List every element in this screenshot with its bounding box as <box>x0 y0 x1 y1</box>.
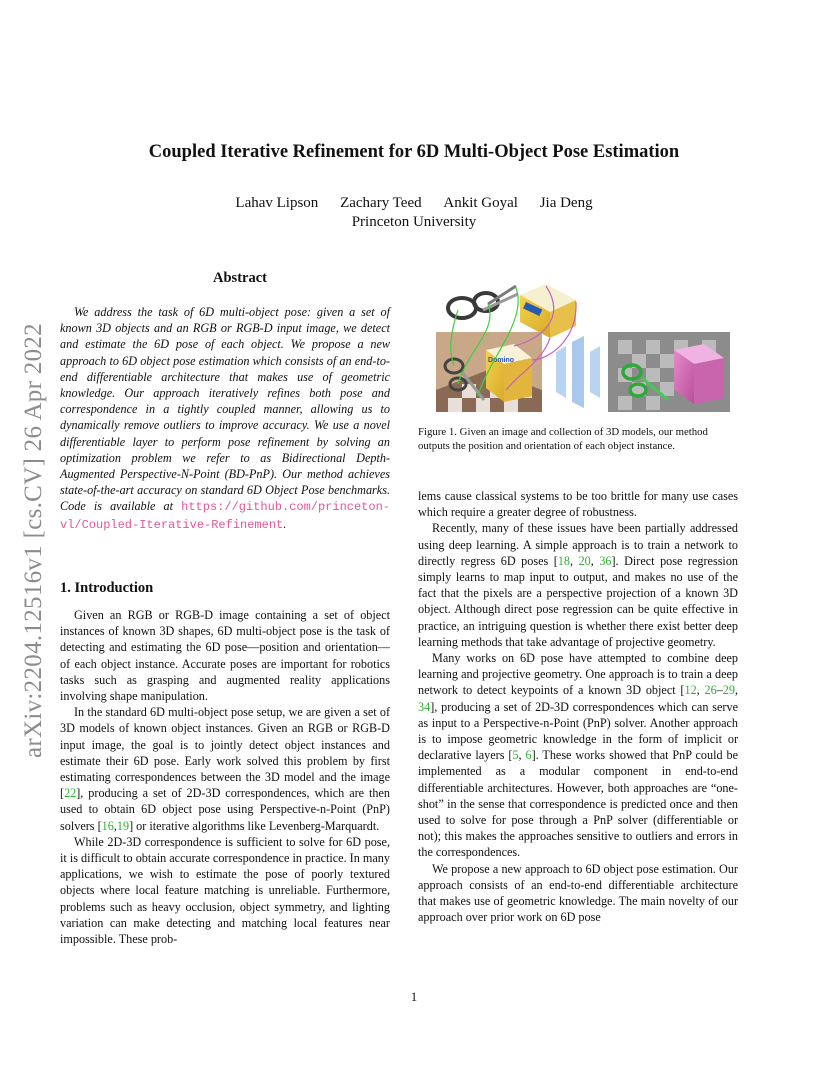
citation[interactable]: 6 <box>525 748 532 763</box>
intro-paragraph-1: Given an RGB or RGB-D image containing a set of object instances of known 3D shapes, 6D multi-object pose is the task of detecting and estimating the 6D pose—position and orientation—of each object instance. Accurate poses are important for robotics tasks such as grasping and augmented reality applications involving shape manipulation. <box>60 608 390 704</box>
citation[interactable]: 29 <box>722 683 735 698</box>
affiliation: Princeton University <box>351 214 477 230</box>
citation[interactable]: 5 <box>512 748 519 763</box>
scissors-model <box>448 286 518 318</box>
abstract-heading: Abstract <box>213 270 267 286</box>
citation[interactable]: 34 <box>418 699 431 714</box>
author-name: Ankit Goyal <box>443 195 518 211</box>
citation[interactable]: 36 <box>599 553 612 568</box>
section-heading: 1. Introduction <box>60 580 154 596</box>
intro-paragraph-6: We propose a new approach to 6D object pose estimation. Our approach consists of an end-to-end differentiable architecture that makes use of geometric knowledge. The main novelty of our approach over prior work on 6D pose <box>418 861 738 925</box>
citation[interactable]: 18 <box>557 553 570 568</box>
network-icon <box>556 336 600 408</box>
output-image <box>608 332 730 412</box>
abstract-text: We address the task of 6D multi-object pose: given a set of known 3D objects and an RGB or RGB-D input image, we detect and estimate the 6D pose of each object. We propose a new approach to 6D object pose estimation which consists of an end-to-end differentiable architecture that makes use of geometric knowledge. Our approach iteratively refines both pose and correspondence in a tightly coupled manner, allowing us to dynamically remove outliers to improve accuracy. We use a novel differentiable layer to perform pose refinement by solving an optimization problem we refer to as Bidirectional Depth-Augmented Perspective-N-Point (BD-PnP). Our method achieves state-of-the-art accuracy on standard 6D Object Pose benchmarks. Code is available at <box>60 305 390 514</box>
author-list <box>0 195 828 212</box>
author-name: Jia Deng <box>539 195 593 211</box>
code-link[interactable]: https://github.com/princeton-vl/Coupled-Iterative-Refinement <box>60 500 390 532</box>
citation[interactable]: 20 <box>578 553 591 568</box>
paper-title: Coupled Iterative Refinement for 6D Multi-Object Pose Estimation <box>148 142 680 162</box>
figure-1 <box>428 280 738 415</box>
intro-right-column <box>418 488 738 925</box>
abstract-body <box>60 304 390 533</box>
domino-box-model <box>520 284 576 338</box>
abstract-end: . <box>283 516 287 531</box>
intro-paragraph-3: While 2D-3D correspondence is sufficient to solve for 6D pose, it is difficult to obtain accurate correspondence in practice. In many applications, we wish to estimate the pose of poorly textured objects where local feature matching is unreliable. Furthermore, problems such as heavy occlusion, object symmetry, and lighting variation can make detecting and matching local features near impossible. These prob- <box>60 834 390 947</box>
intro-continuation: lems cause classical systems to be too brittle for many use cases which require a greater degree of robustness. <box>418 489 738 520</box>
intro-paragraph-4: Recently, many of these issues have been partially addressed using deep learning. A simple approach is to train a network to directly regress 6D poses [18, 20, 36]. Direct pose regression simply learns to map input to output, and makes no use of the fact that the pixels are a perspective projection of a known 3D object. Although direct pose regression can be quite effective in practice, an intriguing question is whether there exist better deep learning methods that take advantage of projective geometry. <box>418 521 739 649</box>
intro-paragraph-5: Many works on 6D pose have attempted to combine deep learning and projective geometry. One approach is to train a deep network to detect keypoints of a known 3D object [12, 26–29, 34], producing a set of 2D-3D correspondences which can serve as input to a Perspective-n-Point (PnP) solver. Another approach is to impose geometric knowledge in the form of implicit or declarative layers [5, 6]. These works showed that PnP could be implemented as a modular component in end-to-end differentiable architectures. However, both approaches are “one-shot” in the sense that correspondence is predicted once and then used to solve for pose through a PnP solver (differentiable or not); this makes the approaches sensitive to outliers and errors in the correspondences. <box>418 651 739 860</box>
citation[interactable]: 26 <box>704 683 717 698</box>
input-image <box>436 332 542 412</box>
figure-caption: Figure 1. Given an image and collection of 3D models, our method outputs the position and orientation of each object instance. <box>418 426 708 452</box>
author-name: Zachary Teed <box>340 195 422 211</box>
box-label: Domino <box>488 357 515 364</box>
intro-left-column <box>60 607 390 947</box>
intro-paragraph-2: In the standard 6D multi-object pose setup, we are given a set of 3D models of known object instances. Given an RGB or RGB-D input image, the goal is to jointly detect object instances and estimate their 6D pose. Early work solved this problem by first estimating correspondences between the 3D model and the image [22], producing a set of 2D-3D correspondences, which are then used to obtain 6D object pose using Perspective-n-Point (PnP) solvers [16,19] or iterative algorithms like Levenberg-Marquardt. <box>60 705 390 833</box>
arxiv-stamp: arXiv:2204.12516v1 [cs.CV] 26 Apr 2022 <box>20 323 47 758</box>
citation[interactable]: 19 <box>116 818 130 833</box>
citation[interactable]: 16 <box>101 818 114 833</box>
page-number: 1 <box>410 990 418 1004</box>
citation[interactable]: 12 <box>684 683 697 698</box>
figure-illustration <box>428 280 738 415</box>
citation[interactable]: 22 <box>64 786 77 801</box>
author-name: Lahav Lipson <box>235 195 319 211</box>
